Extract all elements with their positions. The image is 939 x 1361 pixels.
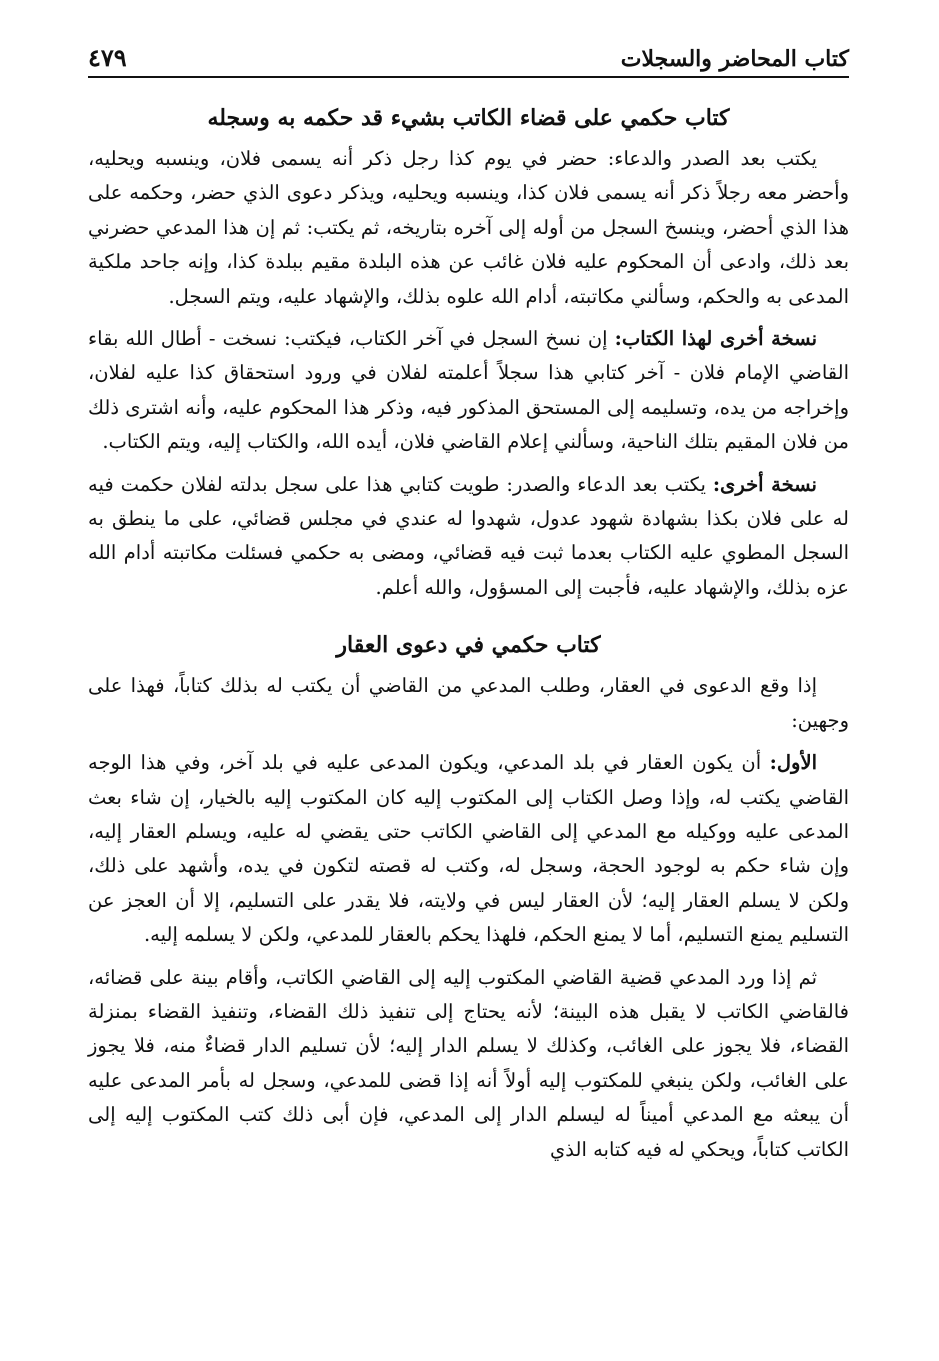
paragraph (88, 669, 849, 738)
paragraph-text: ثم إذا ورد المدعي قضية القاضي المكتوب إليه إلى القاضي الكاتب، وأقام بينة على قضائه، فالقاضي الكاتب لا يقبل هذه البينة؛ لأنه يحتاج إلى تنفيذ ذلك القضاء، وتنفيذ القضاء بمنزلة القضاء، فلا يجوز على الغائب، وكذلك لا يسلم الدار إليه؛ لأن تسليم الدار قضاءٌ منه، فلا يجوز على الغائب، ولكن ينبغي للمكتوب إليه أولاً أنه إذا قضى للمدعي، وسجل له بأمر المدعى عليه أن يبعثه مع المدعي أميناً له ليسلم الدار إلى المدعي، فإن أبى ذلك كتب المكتوب إليه إلى الكاتب كتاباً، ويحكي له فيه كتابه الذي (88, 965, 849, 1161)
paragraph-text: إذا وقع الدعوى في العقار، وطلب المدعي من القاضي أن يكتب له بذلك كتاباً، فهذا على وجهين: (88, 674, 849, 732)
paragraph (88, 468, 849, 606)
running-title: كتاب المحاضر والسجلات (620, 46, 849, 72)
paragraph (88, 961, 849, 1167)
section-heading: كتاب حكمي على قضاء الكاتب بشيء قد حكمه به وسجله (207, 105, 730, 131)
paragraph (88, 746, 849, 952)
paragraph-text: يكتب بعد الصدر والدعاء: حضر في يوم كذا رجل ذكر أنه يسمى فلان، وينسبه ويحليه، وأحضر معه رجلاً ذكر أنه يسمى فلان كذا، وينسبه ويحليه، ويذكر دعوى الذي حضر، وحكمه على هذا الذي أحضر، وينسخ السجل من أوله إلى آخره بتاريخه، ثم يكتب: ثم إن هذا المدعي حضرني بعد ذلك، وادعى أن المحكوم عليه فلان غائب عن هذه البلدة مقيم ببلدة كذا، وإنه جاحد ملكية المدعى به والحكم، وسألني مكاتبته، أدام الله علوه بذلك، والإشهاد عليه، ويتم السجل. (88, 147, 849, 308)
paragraph-lead: نسخة أخرى لهذا الكتاب: (614, 327, 817, 351)
paragraph (88, 142, 849, 314)
paragraph (88, 322, 849, 460)
paragraph-text: يكتب بعد الدعاء والصدر: طويت كتابي هذا على سجل بدلته لفلان حكمت فيه له على فلان بكذا بشهادة شهود عدول، شهدوا له عندي في مجلس قضائي، على ما ينطق به السجل المطوي عليه الكتاب بعدما ثبت فيه قضائي، ومضى به حكمي فسئلت مكاتبته أدام الله عزه بذلك، والإشهاد عليه، فأجبت إلى المسؤول، والله أعلم. (88, 472, 849, 599)
paragraph-text: إن نسخ السجل في آخر الكتاب، فيكتب: نسخت - أطال الله بقاء القاضي الإمام فلان - آخر كتابي هذا سجلاً أعلمته لفلان في ورود استحقاق كذا عليه لفلان، وإخراجه من يده، وتسليمه إلى المستحق المذكور فيه، وذكر هذا المحكوم عليه، وأنه اشترى ذلك من فلان المقيم بتلك الناحية، وسألني إعلام القاضي فلان، أيده الله، والكتاب إليه، ويتم الكتاب. (88, 327, 849, 454)
paragraph-lead: الأول: (769, 751, 817, 775)
paragraph-text: أن يكون العقار في بلد المدعي، ويكون المدعى عليه في بلد آخر، وفي هذا الوجه القاضي يكتب له، وإذا وصل الكتاب إلى المكتوب إليه كان المكتوب إليه بالخيار، إن شاء بعث المدعى عليه ووكيله مع المدعي إلى القاضي الكاتب حتى يقضي له عليه، ويسلم العقار إليه، وإن شاء حكم به لوجود الحجة، وسجل له، وكتب له قصته لتكون في يده، وأشهد على ذلك، ولكن لا يسلم العقار إليه؛ لأن العقار ليس في ولايته، فلا يقدر على التسليم، إلا أن العجز عن التسليم يمنع التسليم، أما لا يمنع الحكم، فلهذا يحكم بالعقار للمدعي، ولكن لا يسلمه إليه. (88, 751, 849, 947)
paragraph-lead: نسخة أخرى: (712, 472, 817, 496)
running-header (88, 30, 849, 78)
section-heading: كتاب حكمي في دعوى العقار (336, 632, 601, 659)
page-number: ٤٧٩ (88, 43, 127, 72)
